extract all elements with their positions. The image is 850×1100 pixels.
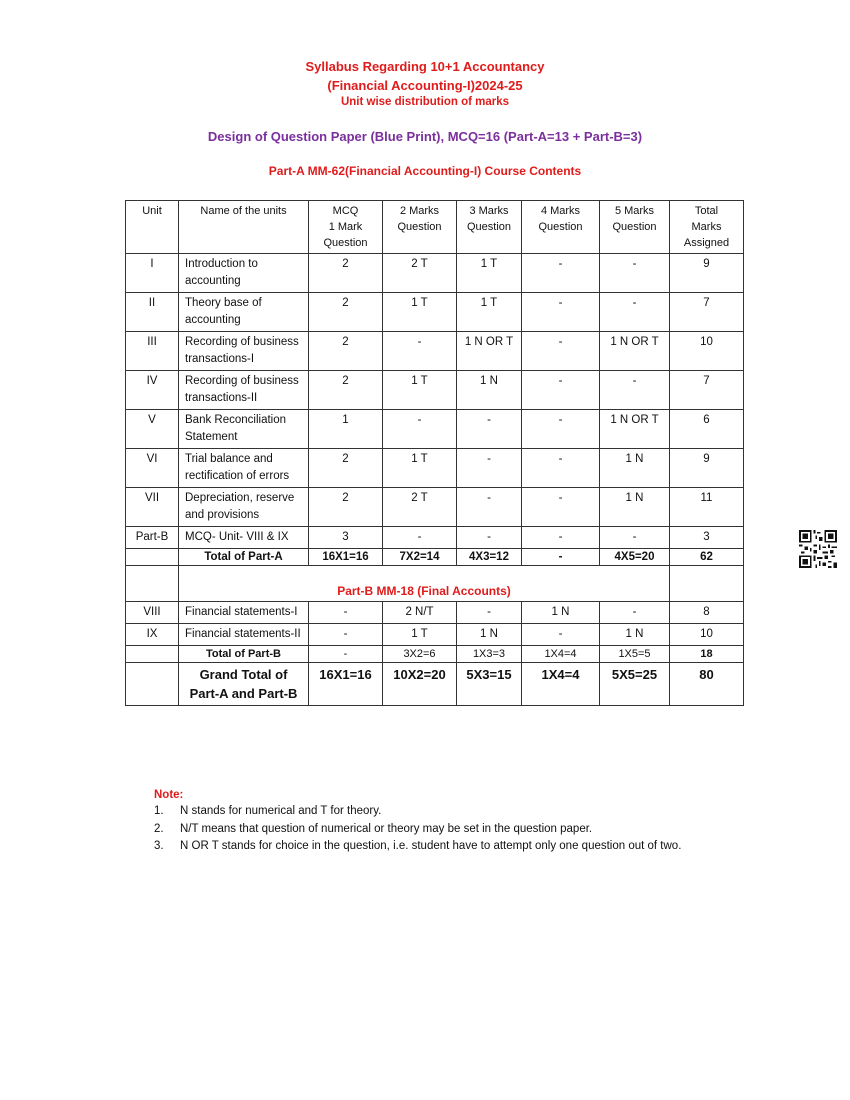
unit-cell: II	[126, 293, 179, 332]
note-item	[154, 821, 681, 839]
title-line-2: (Financial Accounting-I)2024-25	[327, 78, 523, 93]
mcq-cell: 2	[309, 293, 383, 332]
m4-total-cell: 1X4=4	[522, 646, 600, 663]
note-item	[154, 838, 681, 856]
m5-cell: -	[600, 371, 670, 410]
unit-name-cell: Introduction to accounting	[179, 254, 309, 293]
unit-cell: VII	[126, 488, 179, 527]
table-row	[126, 488, 744, 527]
total-cell: 3	[670, 527, 744, 549]
m3-cell: 1 T	[457, 293, 522, 332]
qr-code-icon	[799, 530, 837, 568]
unit-cell: I	[126, 254, 179, 293]
m4-cell: -	[522, 449, 600, 488]
note-number: 3.	[154, 840, 164, 852]
table-row	[126, 449, 744, 488]
unit-name-cell: Bank Reconciliation Statement	[179, 410, 309, 449]
total-cell: 9	[670, 254, 744, 293]
title-line-1: Syllabus Regarding 10+1 Accountancy	[305, 59, 545, 74]
mcq-cell: 2	[309, 254, 383, 293]
m5-cell: -	[600, 293, 670, 332]
empty-cell	[126, 663, 179, 706]
total-grand-cell: 80	[670, 663, 744, 706]
unit-cell: VIII	[126, 602, 179, 624]
mcq-cell: 2	[309, 488, 383, 527]
note-item	[154, 803, 681, 821]
col-header-mcq: MCQ 1 Mark Question	[309, 201, 383, 254]
total-cell: 10	[670, 624, 744, 646]
empty-cell	[126, 646, 179, 663]
part-a-heading: Part-A MM-62(Financial Accounting-I) Course Contents	[268, 164, 582, 178]
m3-grand-cell: 5X3=15	[457, 663, 522, 706]
m3-cell: -	[457, 488, 522, 527]
table-row	[126, 293, 744, 332]
m2-cell: -	[383, 527, 457, 549]
table-row	[126, 624, 744, 646]
m2-cell: 1 T	[383, 293, 457, 332]
total-cell: 11	[670, 488, 744, 527]
m3-cell: -	[457, 410, 522, 449]
design-heading: Design of Question Paper (Blue Print), MCQ=16 (Part-A=13 + Part-B=3)	[207, 129, 643, 144]
m2-cell: 1 T	[383, 371, 457, 410]
mcq-cell: -	[309, 624, 383, 646]
subtitle: Unit wise distribution of marks	[340, 96, 510, 108]
total-cell: 7	[670, 371, 744, 410]
m2-total-cell: 3X2=6	[383, 646, 457, 663]
note-text: N OR T stands for choice in the question, i.e. student have to attempt only one question out of two.	[180, 840, 682, 852]
mcq-total-cell: 16X1=16	[309, 549, 383, 566]
total-part-b-row	[126, 646, 744, 663]
part-b-heading: Part-B MM-18 (Final Accounts)	[179, 566, 670, 602]
m4-cell: -	[522, 293, 600, 332]
notes-heading: Note:	[154, 789, 184, 801]
notes-section	[154, 789, 681, 856]
m3-cell: -	[457, 602, 522, 624]
m2-cell: 1 T	[383, 449, 457, 488]
m2-cell: 2 N/T	[383, 602, 457, 624]
table-row	[126, 527, 744, 549]
m5-cell: -	[600, 602, 670, 624]
m5-cell: 1 N OR T	[600, 332, 670, 371]
m3-total-cell: 1X3=3	[457, 646, 522, 663]
table-row	[126, 254, 744, 293]
m3-total-cell: 4X3=12	[457, 549, 522, 566]
unit-name-cell: MCQ- Unit- VIII & IX	[179, 527, 309, 549]
unit-name-cell: Recording of business transactions-I	[179, 332, 309, 371]
unit-name-cell: Trial balance and rectification of errors	[179, 449, 309, 488]
m4-cell: -	[522, 488, 600, 527]
m5-cell: -	[600, 254, 670, 293]
total-cell: 7	[670, 293, 744, 332]
table-row	[126, 602, 744, 624]
mcq-cell: 2	[309, 449, 383, 488]
m2-cell: -	[383, 332, 457, 371]
unit-name-cell: Recording of business transactions-II	[179, 371, 309, 410]
m2-cell: 2 T	[383, 488, 457, 527]
grand-total-row	[126, 663, 744, 706]
m2-cell: 1 T	[383, 624, 457, 646]
unit-cell: VI	[126, 449, 179, 488]
m5-cell: 1 N OR T	[600, 410, 670, 449]
mcq-cell: 1	[309, 410, 383, 449]
m5-total-cell: 1X5=5	[600, 646, 670, 663]
total-label-cell: Total of Part-A	[179, 549, 309, 566]
mcq-grand-cell: 16X1=16	[309, 663, 383, 706]
table-row	[126, 371, 744, 410]
note-text: N/T means that question of numerical or theory may be set in the question paper.	[180, 822, 593, 835]
m3-cell: 1 N	[457, 624, 522, 646]
unit-cell: V	[126, 410, 179, 449]
m2-cell: 2 T	[383, 254, 457, 293]
unit-name-cell: Financial statements-II	[179, 624, 309, 646]
mcq-total-cell: -	[309, 646, 383, 663]
col-header-4marks: 4 Marks Question	[522, 201, 600, 254]
empty-cell	[126, 566, 179, 602]
total-cell: 9	[670, 449, 744, 488]
m5-total-cell: 4X5=20	[600, 549, 670, 566]
col-header-name: Name of the units	[179, 201, 309, 254]
m2-grand-cell: 10X2=20	[383, 663, 457, 706]
m5-cell: 1 N	[600, 488, 670, 527]
empty-cell	[670, 566, 744, 602]
m3-cell: 1 N OR T	[457, 332, 522, 371]
m4-cell: -	[522, 332, 600, 371]
m5-cell: 1 N	[600, 449, 670, 488]
grand-total-label: Grand Total of Part-A and Part-B	[179, 663, 309, 706]
m4-total-cell: -	[522, 549, 600, 566]
col-header-2marks: 2 Marks Question	[383, 201, 457, 254]
m4-cell: 1 N	[522, 602, 600, 624]
m5-cell: 1 N	[600, 624, 670, 646]
total-cell: 10	[670, 332, 744, 371]
empty-cell	[126, 549, 179, 566]
unit-cell: IX	[126, 624, 179, 646]
mcq-cell: -	[309, 602, 383, 624]
unit-cell: Part-B	[126, 527, 179, 549]
m3-cell: 1 T	[457, 254, 522, 293]
m4-cell: -	[522, 371, 600, 410]
mcq-cell: 3	[309, 527, 383, 549]
table-header-row	[126, 201, 744, 254]
total-value-cell: 62	[670, 549, 744, 566]
unit-name-cell: Depreciation, reserve and provisions	[179, 488, 309, 527]
note-text: N stands for numerical and T for theory.	[180, 805, 382, 817]
m3-cell: -	[457, 527, 522, 549]
mcq-cell: 2	[309, 371, 383, 410]
m4-cell: -	[522, 527, 600, 549]
m5-cell: -	[600, 527, 670, 549]
mcq-cell: 2	[309, 332, 383, 371]
table-row	[126, 332, 744, 371]
m3-cell: 1 N	[457, 371, 522, 410]
total-cell: 8	[670, 602, 744, 624]
table-row	[126, 410, 744, 449]
unit-name-cell: Theory base of accounting	[179, 293, 309, 332]
col-header-5marks: 5 Marks Question	[600, 201, 670, 254]
total-value-cell: 18	[670, 646, 744, 663]
m5-grand-cell: 5X5=25	[600, 663, 670, 706]
unit-name-cell: Financial statements-I	[179, 602, 309, 624]
unit-cell: IV	[126, 371, 179, 410]
m3-cell: -	[457, 449, 522, 488]
m4-cell: -	[522, 624, 600, 646]
note-number: 2.	[154, 822, 164, 835]
m4-cell: -	[522, 410, 600, 449]
col-header-3marks: 3 Marks Question	[457, 201, 522, 254]
col-header-total: Total Marks Assigned	[670, 201, 744, 254]
total-part-a-row	[126, 549, 744, 566]
part-b-heading-row	[126, 566, 744, 602]
m4-grand-cell: 1X4=4	[522, 663, 600, 706]
total-label-cell: Total of Part-B	[179, 646, 309, 663]
m2-cell: -	[383, 410, 457, 449]
unit-cell: III	[126, 332, 179, 371]
m2-total-cell: 7X2=14	[383, 549, 457, 566]
blueprint-table	[125, 200, 744, 706]
m4-cell: -	[522, 254, 600, 293]
total-cell: 6	[670, 410, 744, 449]
note-number: 1.	[154, 805, 164, 817]
col-header-unit: Unit	[126, 201, 179, 254]
